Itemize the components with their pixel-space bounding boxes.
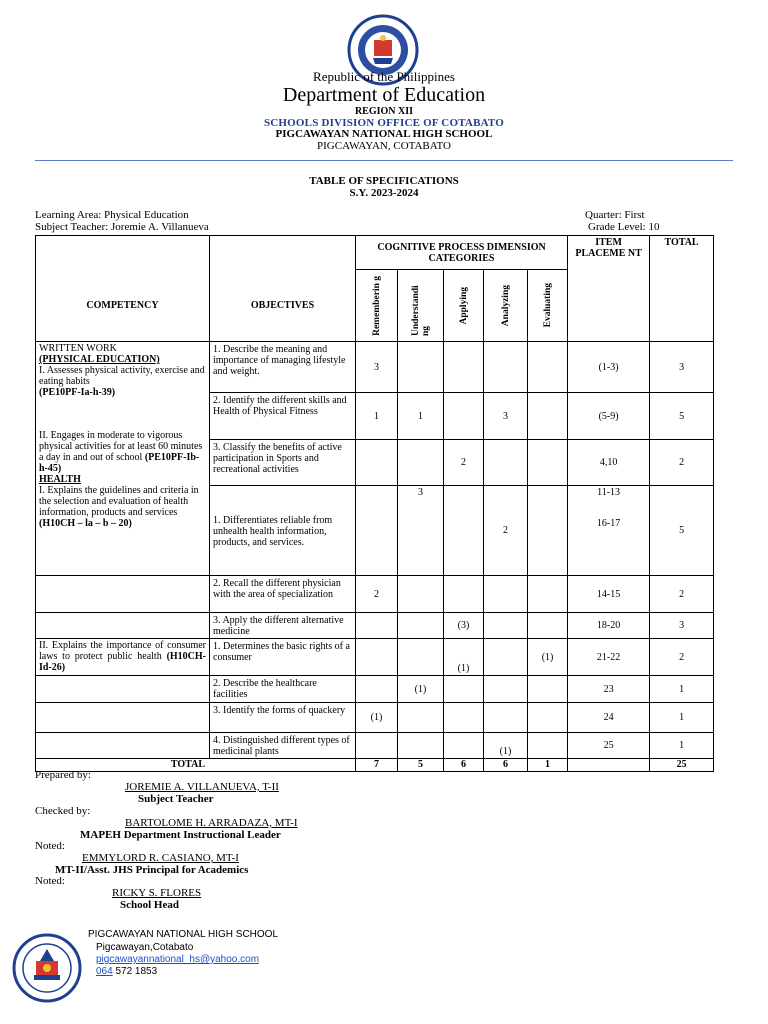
totals-row: TOTAL 7 5 6 6 1 25 bbox=[36, 759, 714, 772]
prepared-name: JOREMIE A. VILLANUEVA, T-II bbox=[125, 781, 279, 793]
objective-cell: 3. Identify the forms of quackery bbox=[210, 703, 356, 733]
header-divider bbox=[35, 160, 733, 161]
objectives-header: OBJECTIVES bbox=[210, 270, 356, 342]
grade-level: Grade Level: 10 bbox=[588, 221, 660, 233]
category-applying: Applying bbox=[458, 286, 469, 325]
table-row: II. Explains the importance of consumer laws to protect public health (H10CH-Id-26) 1. Determines the basic rights of a consumer (1) (1) 21-22 2 bbox=[36, 639, 714, 676]
school-logo-icon bbox=[12, 933, 82, 1003]
document-title: TABLE OF SPECIFICATIONS bbox=[309, 175, 459, 187]
competency-cell: WRITTEN WORK (PHYSICAL EDUCATION) I. Assesses physical activity, exercise and eating habits (PE10PF-Ia-h-39) II. Engages in moderate to vigorous physical activities for at least 60 minutes a day in and out of school (PE10PF-Ib-h-45) HEALTH I. Explains the guidelines and criteria in the selection and evaluation of health information, products and services (H10CH – la – b – 20) bbox=[36, 342, 210, 576]
subject-teacher: Subject Teacher: Joremie A. Villanueva bbox=[35, 221, 209, 233]
objective-cell: 4. Distinguished different types of medicinal plants bbox=[210, 733, 356, 759]
table-row: 3. Apply the different alternative medicine (3) 18-20 3 bbox=[36, 613, 714, 639]
objective-cell: 2. Identify the different skills and Health of Physical Fitness bbox=[210, 393, 356, 440]
competency-header: COMPETENCY bbox=[36, 270, 210, 342]
footer-address: Pigcawayan,Cotabato bbox=[96, 942, 194, 953]
category-analyzing: Analyzing bbox=[500, 284, 511, 327]
cognitive-header: COGNITIVE PROCESS DIMENSION CATEGORIES bbox=[356, 236, 568, 270]
header-location: PIGCAWAYAN, COTABATO bbox=[317, 140, 451, 152]
learning-area: Learning Area: Physical Education bbox=[35, 209, 189, 221]
footer-school: PIGCAWAYAN NATIONAL HIGH SCHOOL bbox=[88, 929, 279, 940]
checked-label: Checked by: bbox=[35, 805, 91, 817]
table-row: 2. Recall the different physician with the area of specialization 2 14-15 2 bbox=[36, 576, 714, 613]
noted-label: Noted: bbox=[35, 840, 65, 852]
noted2-label: Noted: bbox=[35, 875, 65, 887]
category-remembering: Rememberin g bbox=[371, 275, 382, 336]
objective-cell: 3. Apply the different alternative medicine bbox=[210, 613, 356, 639]
prepared-label: Prepared by: bbox=[35, 769, 91, 781]
objective-cell: 1. Determines the basic rights of a consumer bbox=[210, 639, 356, 676]
table-row: 1. Differentiates reliable from unhealth health information, products, and services. 3 2 11-13 16-17 5 bbox=[36, 486, 714, 576]
footer-phone: 064 572 1853 bbox=[96, 966, 158, 977]
totals-label: TOTAL bbox=[36, 759, 356, 772]
prepared-title: Subject Teacher bbox=[138, 793, 214, 805]
checked-title: MAPEH Department Instructional Leader bbox=[80, 829, 281, 841]
noted-title: MT-II/Asst. JHS Principal for Academics bbox=[55, 864, 249, 876]
table-row: 4. Distinguished different types of medicinal plants (1) 25 1 bbox=[36, 733, 714, 759]
header-department: Department of Education bbox=[282, 84, 486, 106]
objective-cell: 3. Classify the benefits of active participation in Sports and recreational activities bbox=[210, 440, 356, 486]
item-placement-header: ITEM PLACEME NT bbox=[568, 236, 650, 342]
quarter: Quarter: First bbox=[585, 209, 645, 221]
total-header: TOTAL bbox=[650, 236, 714, 342]
objective-cell: 2. Recall the different physician with the area of specialization bbox=[210, 576, 356, 613]
school-year: S.Y. 2023-2024 bbox=[349, 187, 419, 199]
header-school: PIGCAWAYAN NATIONAL HIGH SCHOOL bbox=[275, 128, 493, 140]
noted2-title: School Head bbox=[120, 899, 179, 911]
category-evaluating: Evaluating bbox=[542, 283, 553, 328]
table-row: 3. Identify the forms of quackery (1) 24 1 bbox=[36, 703, 714, 733]
competency-cell: II. Explains the importance of consumer laws to protect public health (H10CH-Id-26) bbox=[36, 639, 210, 676]
objective-cell: 1. Differentiates reliable from unhealth health information, products, and services. bbox=[210, 486, 356, 576]
header-division: SCHOOLS DIVISION OFFICE OF COTABATO bbox=[263, 117, 505, 129]
checked-name: BARTOLOME H. ARRADAZA, MT-I bbox=[125, 817, 298, 829]
objective-cell: 2. Describe the healthcare facilities bbox=[210, 676, 356, 703]
specifications-table bbox=[35, 235, 714, 772]
objective-cell: 1. Describe the meaning and importance of managing lifestyle and weight. bbox=[210, 342, 356, 393]
table-row: WRITTEN WORK (PHYSICAL EDUCATION) I. Assesses physical activity, exercise and eating habits (PE10PF-Ia-h-39) II. Engages in moderate to vigorous physical activities for at least 60 minutes a day in and out of school (PE10PF-Ib-h-45) HEALTH I. Explains the guidelines and criteria in the selection and evaluation of health information, products and services (H10CH – la – b – 20) 1. Describe the meaning and importance of managing lifestyle and weight. 3 (1-3) 3 bbox=[36, 342, 714, 393]
header-region: REGION XII bbox=[354, 106, 414, 117]
noted2-name: RICKY S. FLORES bbox=[112, 887, 202, 899]
header-republic: Republic of the Philippines bbox=[313, 69, 455, 84]
footer-email-link[interactable]: pigcawayannational_hs@yahoo.com bbox=[96, 954, 260, 965]
table-row: 2. Identify the different skills and Health of Physical Fitness 1 1 3 (5-9) 5 bbox=[36, 393, 714, 440]
table-row: 2. Describe the healthcare facilities (1) 23 1 bbox=[36, 676, 714, 703]
noted-name: EMMYLORD R. CASIANO, MT-I bbox=[82, 852, 239, 864]
table-row: 3. Classify the benefits of active participation in Sports and recreational activities 2 4,10 2 bbox=[36, 440, 714, 486]
category-understanding: Understandi ng bbox=[410, 284, 431, 336]
